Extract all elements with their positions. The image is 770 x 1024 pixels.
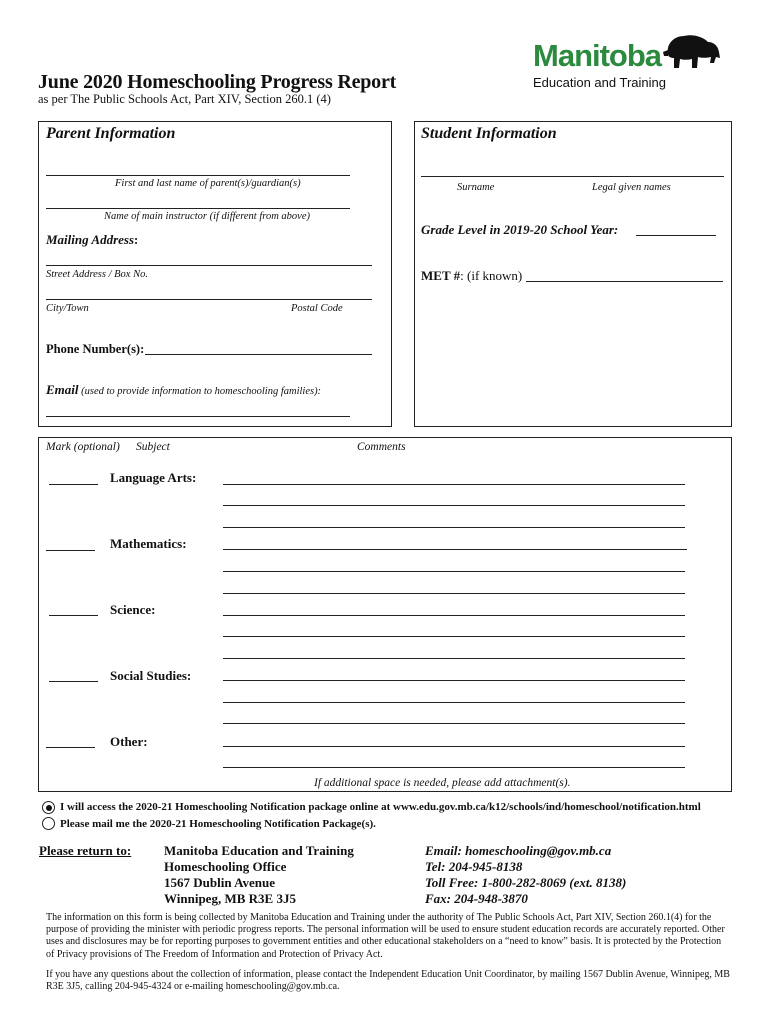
return-address-line: 1567 Dublin Avenue (164, 875, 276, 890)
subject-mathematics: Mathematics: (110, 536, 187, 551)
email-label (46, 381, 321, 399)
student-info-heading: Student Information (421, 125, 557, 142)
met-label (421, 268, 522, 284)
return-tel: Tel: 204-945-8138 (425, 859, 523, 874)
phone-field[interactable] (145, 354, 372, 355)
return-toll-free: Toll Free: 1-800-282-8069 (ext. 8138) (425, 875, 627, 890)
please-return-text: Please return to (39, 843, 127, 858)
please-return-colon: : (126, 843, 132, 858)
other-comment-line-1[interactable] (223, 746, 685, 747)
subject-science: Science: (110, 602, 156, 617)
social-studies-comment-line-1[interactable] (223, 680, 685, 681)
mathematics-comment-line-2[interactable] (223, 571, 685, 572)
questions-notice: If you have any questions about the collection of information, please contact the Independent Education Unit Coordinator, by mailing 1567 Dublin Avenue, Winnipeg, MB R3E 3J5, calling 204-945-4324 or e-mailing homeschooling@gov.mb.ca. (46, 969, 730, 993)
please-return-label (39, 843, 131, 859)
parent-names-field[interactable] (46, 175, 350, 176)
mail-package-radio[interactable] (42, 817, 55, 830)
instructor-caption: Name of main instructor (if different from above) (104, 211, 310, 222)
subject-social-studies: Social Studies: (110, 668, 192, 683)
science-comment-line-1[interactable] (223, 615, 685, 616)
return-contact (425, 843, 626, 907)
other-comment-line-2[interactable] (223, 767, 685, 768)
email-field[interactable] (46, 416, 350, 417)
grade-level-field[interactable] (636, 235, 716, 236)
attachment-note: If additional space is needed, please add attachment(s). (314, 777, 571, 789)
comments-column-header: Comments (357, 441, 406, 453)
mailing-address-label (46, 231, 138, 249)
mailing-address-colon: : (134, 233, 139, 247)
page-subtitle: as per The Public Schools Act, Part XIV, Section 260.1 (4) (38, 92, 331, 106)
parent-names-caption: First and last name of parent(s)/guardian(s) (115, 178, 301, 189)
met-field[interactable] (526, 281, 723, 282)
mathematics-comment-line-3[interactable] (223, 593, 685, 594)
given-names-caption: Legal given names (592, 182, 671, 193)
science-mark-field[interactable] (49, 615, 98, 616)
postal-code-caption: Postal Code (291, 303, 343, 314)
surname-caption: Surname (457, 182, 495, 193)
phone-label: Phone Number(s): (46, 342, 145, 356)
science-comment-line-3[interactable] (223, 658, 685, 659)
mathematics-comment-line-1[interactable] (223, 549, 687, 550)
return-address (164, 843, 354, 907)
email-note: (used to provide information to homeschooling families): (78, 386, 322, 397)
language-arts-comment-line-2[interactable] (223, 505, 685, 506)
city-caption: City/Town (46, 303, 89, 314)
met-label-text: MET # (421, 268, 461, 283)
email-label-text: Email (46, 382, 79, 397)
logo-subtitle: Education and Training (533, 75, 666, 90)
language-arts-mark-field[interactable] (49, 484, 98, 485)
social-studies-comment-line-2[interactable] (223, 702, 685, 703)
bison-icon (662, 30, 722, 72)
language-arts-comment-line-1[interactable] (223, 484, 685, 485)
return-email: Email: homeschooling@gov.mb.ca (425, 843, 612, 858)
page-title: June 2020 Homeschooling Progress Report (38, 71, 397, 93)
online-package-radio[interactable] (42, 801, 55, 814)
return-address-line: Homeschooling Office (164, 859, 287, 874)
street-address-field[interactable] (46, 265, 372, 266)
subject-language-arts: Language Arts: (110, 470, 197, 485)
mail-package-label: Please mail me the 2020-21 Homeschooling Notification Package(s). (60, 818, 376, 830)
met-note: : (if known) (460, 268, 523, 283)
mailing-address-text: Mailing Address (46, 232, 135, 247)
other-mark-field[interactable] (46, 747, 95, 748)
instructor-name-field[interactable] (46, 208, 350, 209)
return-fax: Fax: 204-948-3870 (425, 891, 528, 906)
mark-column-header: Mark (optional) (46, 441, 120, 453)
science-comment-line-2[interactable] (223, 636, 685, 637)
subject-other: Other: (110, 734, 148, 749)
mathematics-mark-field[interactable] (46, 550, 95, 551)
manitoba-logo-text: Manitoba (533, 38, 662, 73)
privacy-notice: The information on this form is being collected by Manitoba Education and Training under the authority of The Public Schools Act, Part XIV, Section 260.1(4) for the purpose of providing the minister with periodic progress reports. The personal information will be used to ensure student education records are accurately reported. Other uses and disclosures may be for reporting purposes to government entities and other educational stakeholders on a “need to know” basis. It is protected by the Protection of Privacy provisions of The Freedom of Information and Protection of Privacy Act. (46, 912, 725, 960)
subject-column-header: Subject (136, 441, 170, 453)
social-studies-comment-line-3[interactable] (223, 723, 685, 724)
return-address-line: Winnipeg, MB R3E 3J5 (164, 891, 296, 906)
student-name-field[interactable] (421, 176, 724, 177)
parent-info-heading: Parent Information (46, 125, 176, 142)
grade-level-label: Grade Level in 2019-20 School Year: (421, 222, 619, 237)
return-address-line: Manitoba Education and Training (164, 843, 354, 858)
online-package-label: I will access the 2020-21 Homeschooling Notification package online at www.edu.gov.mb.ca/k12/schools/ind/homeschool/notification.html (60, 801, 701, 813)
street-address-caption: Street Address / Box No. (46, 269, 148, 280)
social-studies-mark-field[interactable] (49, 681, 98, 682)
language-arts-comment-line-3[interactable] (223, 527, 685, 528)
city-postal-field[interactable] (46, 299, 372, 300)
